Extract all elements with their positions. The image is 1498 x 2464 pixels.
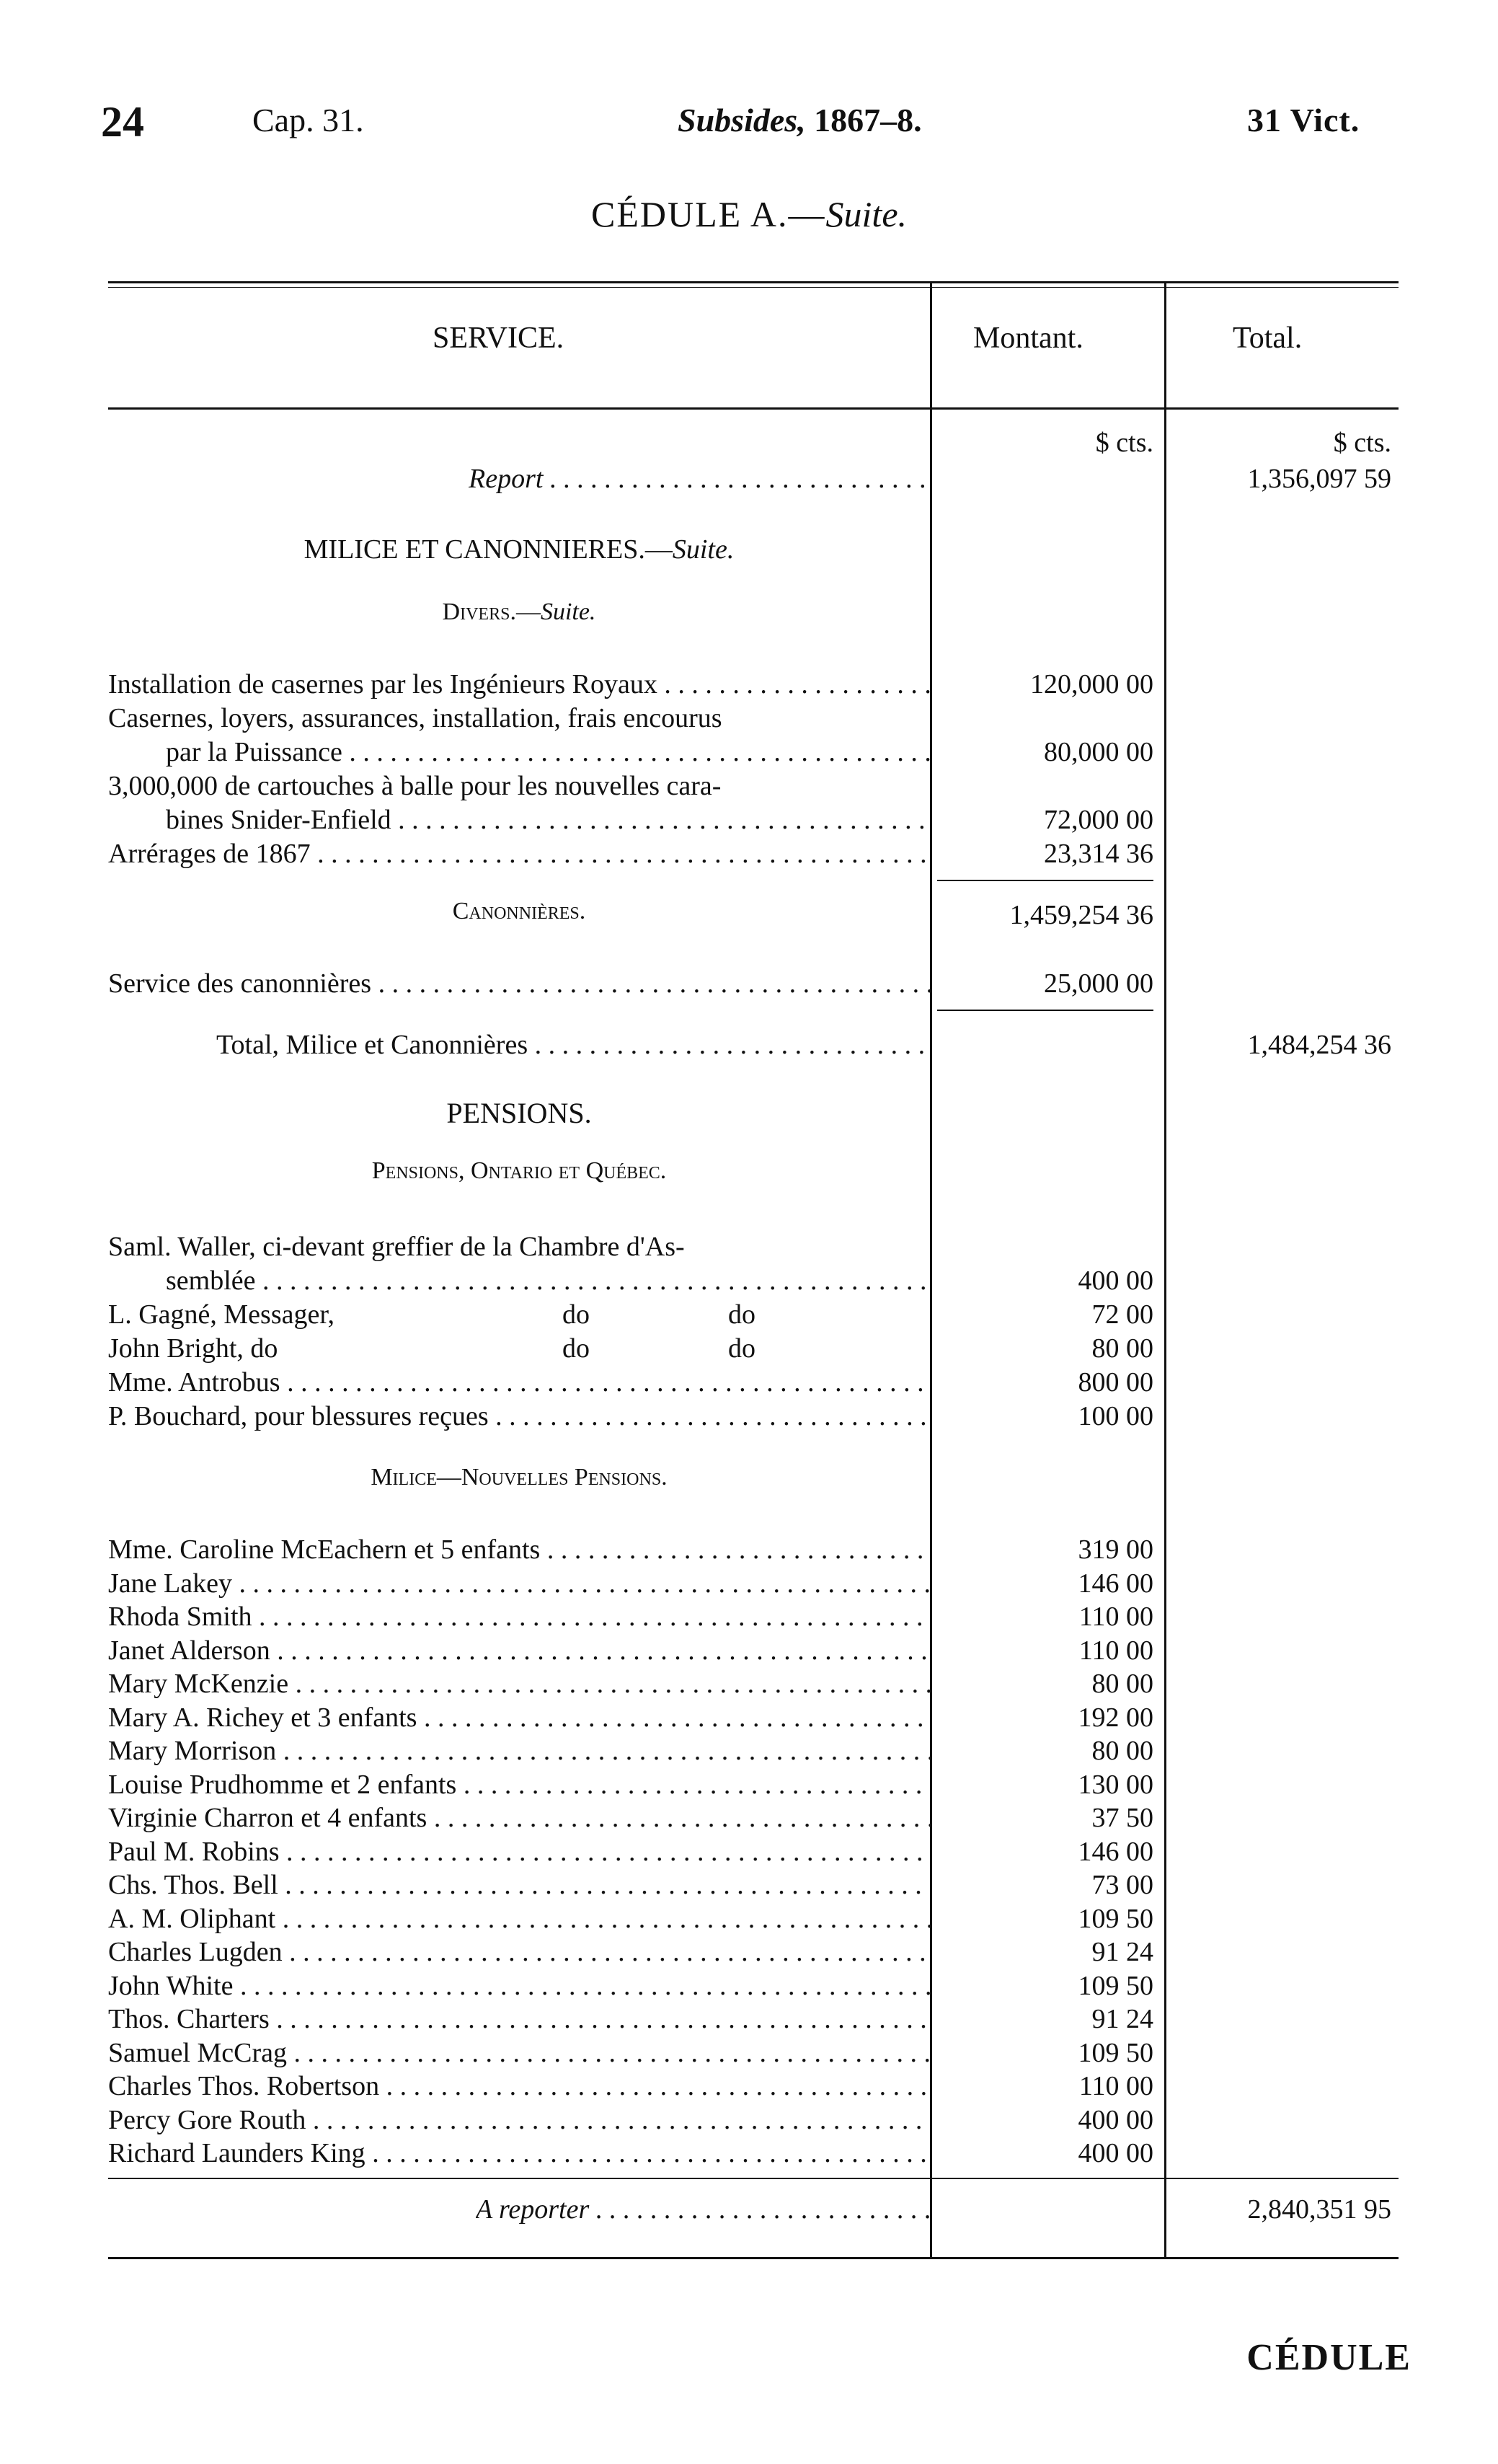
item-amount: 400 00 bbox=[1078, 1266, 1153, 1296]
list-item bbox=[108, 1229, 930, 1264]
item-amount: 109 50 bbox=[1078, 1904, 1153, 1934]
item-amount: 800 00 bbox=[1078, 1367, 1153, 1397]
item-label: 3,000,000 de cartouches à balle pour les nouvelles cara- bbox=[108, 771, 722, 801]
section-milice-nouvelles: Milice—Nouvelles Pensions. bbox=[371, 1464, 668, 1491]
list-item bbox=[108, 1902, 930, 1936]
item-label: A. M. Oliphant bbox=[108, 1904, 276, 1934]
item-amount: 319 00 bbox=[1078, 1535, 1153, 1565]
report-label-text: Report bbox=[469, 464, 544, 494]
subtotal-rule bbox=[937, 880, 1153, 881]
column-divider-1 bbox=[930, 283, 932, 2258]
section-pensions: PENSIONS. bbox=[446, 1097, 592, 1129]
item-amount: 100 00 bbox=[1078, 1401, 1153, 1431]
list-item bbox=[108, 1331, 930, 1366]
reporter-top-rule bbox=[108, 2178, 1399, 2179]
list-item bbox=[108, 2036, 930, 2070]
item-label: Janet Alderson bbox=[108, 1635, 270, 1666]
list-item bbox=[108, 1801, 930, 1835]
schedule-title-suffix: Suite. bbox=[825, 194, 908, 234]
item-label: Arrérages de 1867 bbox=[108, 839, 311, 869]
item-label: Mary A. Richey et 3 enfants bbox=[108, 1703, 417, 1733]
list-item bbox=[108, 667, 930, 702]
section-divers bbox=[108, 599, 930, 626]
reign-label: 31 Vict. bbox=[1247, 102, 1360, 138]
section-pensions-oq: Pensions, Ontario et Québec. bbox=[371, 1157, 667, 1184]
a-reporter-label bbox=[476, 2192, 930, 2227]
item-label: Louise Prudhomme et 2 enfants bbox=[108, 1770, 457, 1800]
list-item bbox=[108, 1566, 930, 1601]
table-top-rule bbox=[108, 281, 1399, 283]
list-item bbox=[108, 1297, 930, 1332]
page-number: 24 bbox=[101, 98, 144, 146]
column-header-service: SERVICE. bbox=[433, 322, 564, 355]
item-label: Mme. Caroline McEachern et 5 enfants bbox=[108, 1535, 541, 1565]
item-label: Paul M. Robins bbox=[108, 1837, 280, 1867]
item-do-2: do bbox=[728, 1333, 755, 1364]
table-bottom-rule bbox=[108, 2257, 1399, 2259]
item-label: Chs. Thos. Bell bbox=[108, 1870, 278, 1900]
list-item bbox=[108, 1935, 930, 1969]
running-title bbox=[678, 101, 922, 139]
item-label: Samuel McCrag bbox=[108, 2038, 288, 2068]
section-milice-suffix: Suite. bbox=[672, 534, 735, 565]
item-label: Casernes, loyers, assurances, installation, frais encourus bbox=[108, 703, 722, 733]
item-amount: 110 00 bbox=[1078, 1635, 1153, 1666]
list-item bbox=[108, 2002, 930, 2036]
list-item bbox=[108, 1599, 930, 1634]
item-amount: 80,000 00 bbox=[1044, 737, 1153, 767]
item-label: Virginie Charron et 4 enfants bbox=[108, 1803, 427, 1833]
item-label: Mme. Antrobus bbox=[108, 1367, 280, 1397]
list-item bbox=[108, 2103, 930, 2137]
column-divider-2 bbox=[1164, 283, 1166, 2258]
item-label: Mary Morrison bbox=[108, 1736, 277, 1766]
list-item bbox=[108, 1532, 930, 1567]
list-item-continued bbox=[166, 803, 930, 837]
item-amount: 109 50 bbox=[1078, 1971, 1153, 2001]
item-label: John White bbox=[108, 1971, 234, 2001]
total-milice-amount: 1,484,254 36 bbox=[1247, 1030, 1391, 1060]
item-amount: 110 00 bbox=[1078, 1602, 1153, 1632]
item-amount: 400 00 bbox=[1078, 2138, 1153, 2168]
item-amount: 110 00 bbox=[1078, 2071, 1153, 2101]
list-item bbox=[108, 1666, 930, 1701]
catchword: CÉDULE bbox=[1246, 2337, 1411, 2378]
list-item-continued bbox=[166, 735, 930, 769]
total-rule bbox=[937, 1010, 1153, 1011]
list-item bbox=[108, 2136, 930, 2171]
item-label: John Bright, do bbox=[108, 1333, 278, 1364]
section-milice-text: MILICE ET CANONNIERES.— bbox=[303, 534, 673, 565]
list-item bbox=[108, 1399, 930, 1434]
item-label-continued: bines Snider-Enfield bbox=[166, 805, 391, 835]
report-label bbox=[469, 462, 930, 496]
item-amount: 400 00 bbox=[1078, 2105, 1153, 2135]
item-amount: 130 00 bbox=[1078, 1770, 1153, 1800]
list-item bbox=[108, 1834, 930, 1869]
report-total: 1,356,097 59 bbox=[1247, 464, 1391, 494]
item-label: Mary McKenzie bbox=[108, 1669, 289, 1699]
schedule-title bbox=[0, 193, 1498, 235]
item-label: L. Gagné, Messager, bbox=[108, 1299, 334, 1330]
list-item bbox=[108, 1767, 930, 1802]
divers-subtotal: 1,459,254 36 bbox=[1009, 900, 1153, 930]
item-do-1: do bbox=[562, 1333, 590, 1364]
item-label: Jane Lakey bbox=[108, 1568, 232, 1599]
item-amount: 120,000 00 bbox=[1030, 669, 1153, 699]
item-amount: 73 00 bbox=[1091, 1870, 1153, 1900]
item-amount: 37 50 bbox=[1091, 1803, 1153, 1833]
item-label: Thos. Charters bbox=[108, 2004, 270, 2034]
list-item bbox=[108, 966, 930, 1001]
list-item bbox=[108, 1969, 930, 2003]
list-item-continued bbox=[166, 1263, 930, 1298]
total-milice-text: Total, Milice et Canonnières bbox=[216, 1030, 528, 1060]
currency-montant: $ cts. bbox=[1095, 428, 1153, 458]
item-label: Service des canonnières bbox=[108, 968, 372, 999]
item-label: Saml. Waller, ci-devant greffier de la Chambre d'As- bbox=[108, 1232, 685, 1262]
item-amount: 109 50 bbox=[1078, 2038, 1153, 2068]
list-item bbox=[108, 836, 930, 871]
section-divers-text: Divers.— bbox=[442, 599, 541, 625]
item-label: Installation de casernes par les Ingénieurs Royaux bbox=[108, 669, 657, 699]
item-amount: 25,000 00 bbox=[1044, 968, 1153, 999]
list-item bbox=[108, 769, 930, 803]
list-item bbox=[108, 1700, 930, 1735]
currency-total: $ cts. bbox=[1333, 428, 1391, 458]
item-label: Charles Thos. Robertson bbox=[108, 2071, 380, 2101]
running-title-subject: Subsides, bbox=[678, 102, 806, 138]
item-label: P. Bouchard, pour blessures reçues bbox=[108, 1401, 489, 1431]
item-amount: 80 00 bbox=[1091, 1669, 1153, 1699]
header-bottom-rule bbox=[108, 407, 1399, 410]
item-label-continued: par la Puissance bbox=[166, 737, 342, 767]
item-amount: 72,000 00 bbox=[1044, 805, 1153, 835]
item-amount: 192 00 bbox=[1078, 1703, 1153, 1733]
item-amount: 146 00 bbox=[1078, 1837, 1153, 1867]
section-canonnieres: Canonnières. bbox=[452, 898, 586, 924]
item-amount: 91 24 bbox=[1091, 1937, 1153, 1967]
item-label: Charles Lugden bbox=[108, 1937, 283, 1967]
item-label-continued: semblée bbox=[166, 1266, 256, 1296]
total-milice-label bbox=[216, 1028, 930, 1062]
list-item bbox=[108, 701, 930, 736]
item-amount: 72 00 bbox=[1091, 1299, 1153, 1330]
item-do-1: do bbox=[562, 1299, 590, 1330]
section-milice bbox=[108, 534, 930, 565]
a-reporter-text: A reporter bbox=[476, 2194, 590, 2225]
list-item bbox=[108, 1734, 930, 1768]
item-amount: 91 24 bbox=[1091, 2004, 1153, 2034]
table-top-rule-thin bbox=[108, 287, 1399, 288]
item-amount: 146 00 bbox=[1078, 1568, 1153, 1599]
section-divers-suffix: Suite. bbox=[540, 599, 596, 625]
a-reporter-total: 2,840,351 95 bbox=[1247, 2194, 1391, 2225]
item-amount: 80 00 bbox=[1091, 1333, 1153, 1364]
list-item bbox=[108, 2069, 930, 2103]
item-do-2: do bbox=[728, 1299, 755, 1330]
item-amount: 80 00 bbox=[1091, 1736, 1153, 1766]
schedule-title-main: CÉDULE A.— bbox=[590, 194, 826, 234]
item-label: Percy Gore Routh bbox=[108, 2105, 306, 2135]
chapter-label: Cap. 31. bbox=[252, 102, 364, 138]
list-item bbox=[108, 1365, 930, 1400]
column-header-total: Total. bbox=[1233, 322, 1303, 355]
list-item bbox=[108, 1633, 930, 1668]
list-item bbox=[108, 1868, 930, 1902]
item-label: Rhoda Smith bbox=[108, 1602, 252, 1632]
item-amount: 23,314 36 bbox=[1044, 839, 1153, 869]
item-label: Richard Launders King bbox=[108, 2138, 365, 2168]
running-title-years: 1867–8. bbox=[814, 102, 922, 138]
column-header-montant: Montant. bbox=[973, 322, 1083, 355]
